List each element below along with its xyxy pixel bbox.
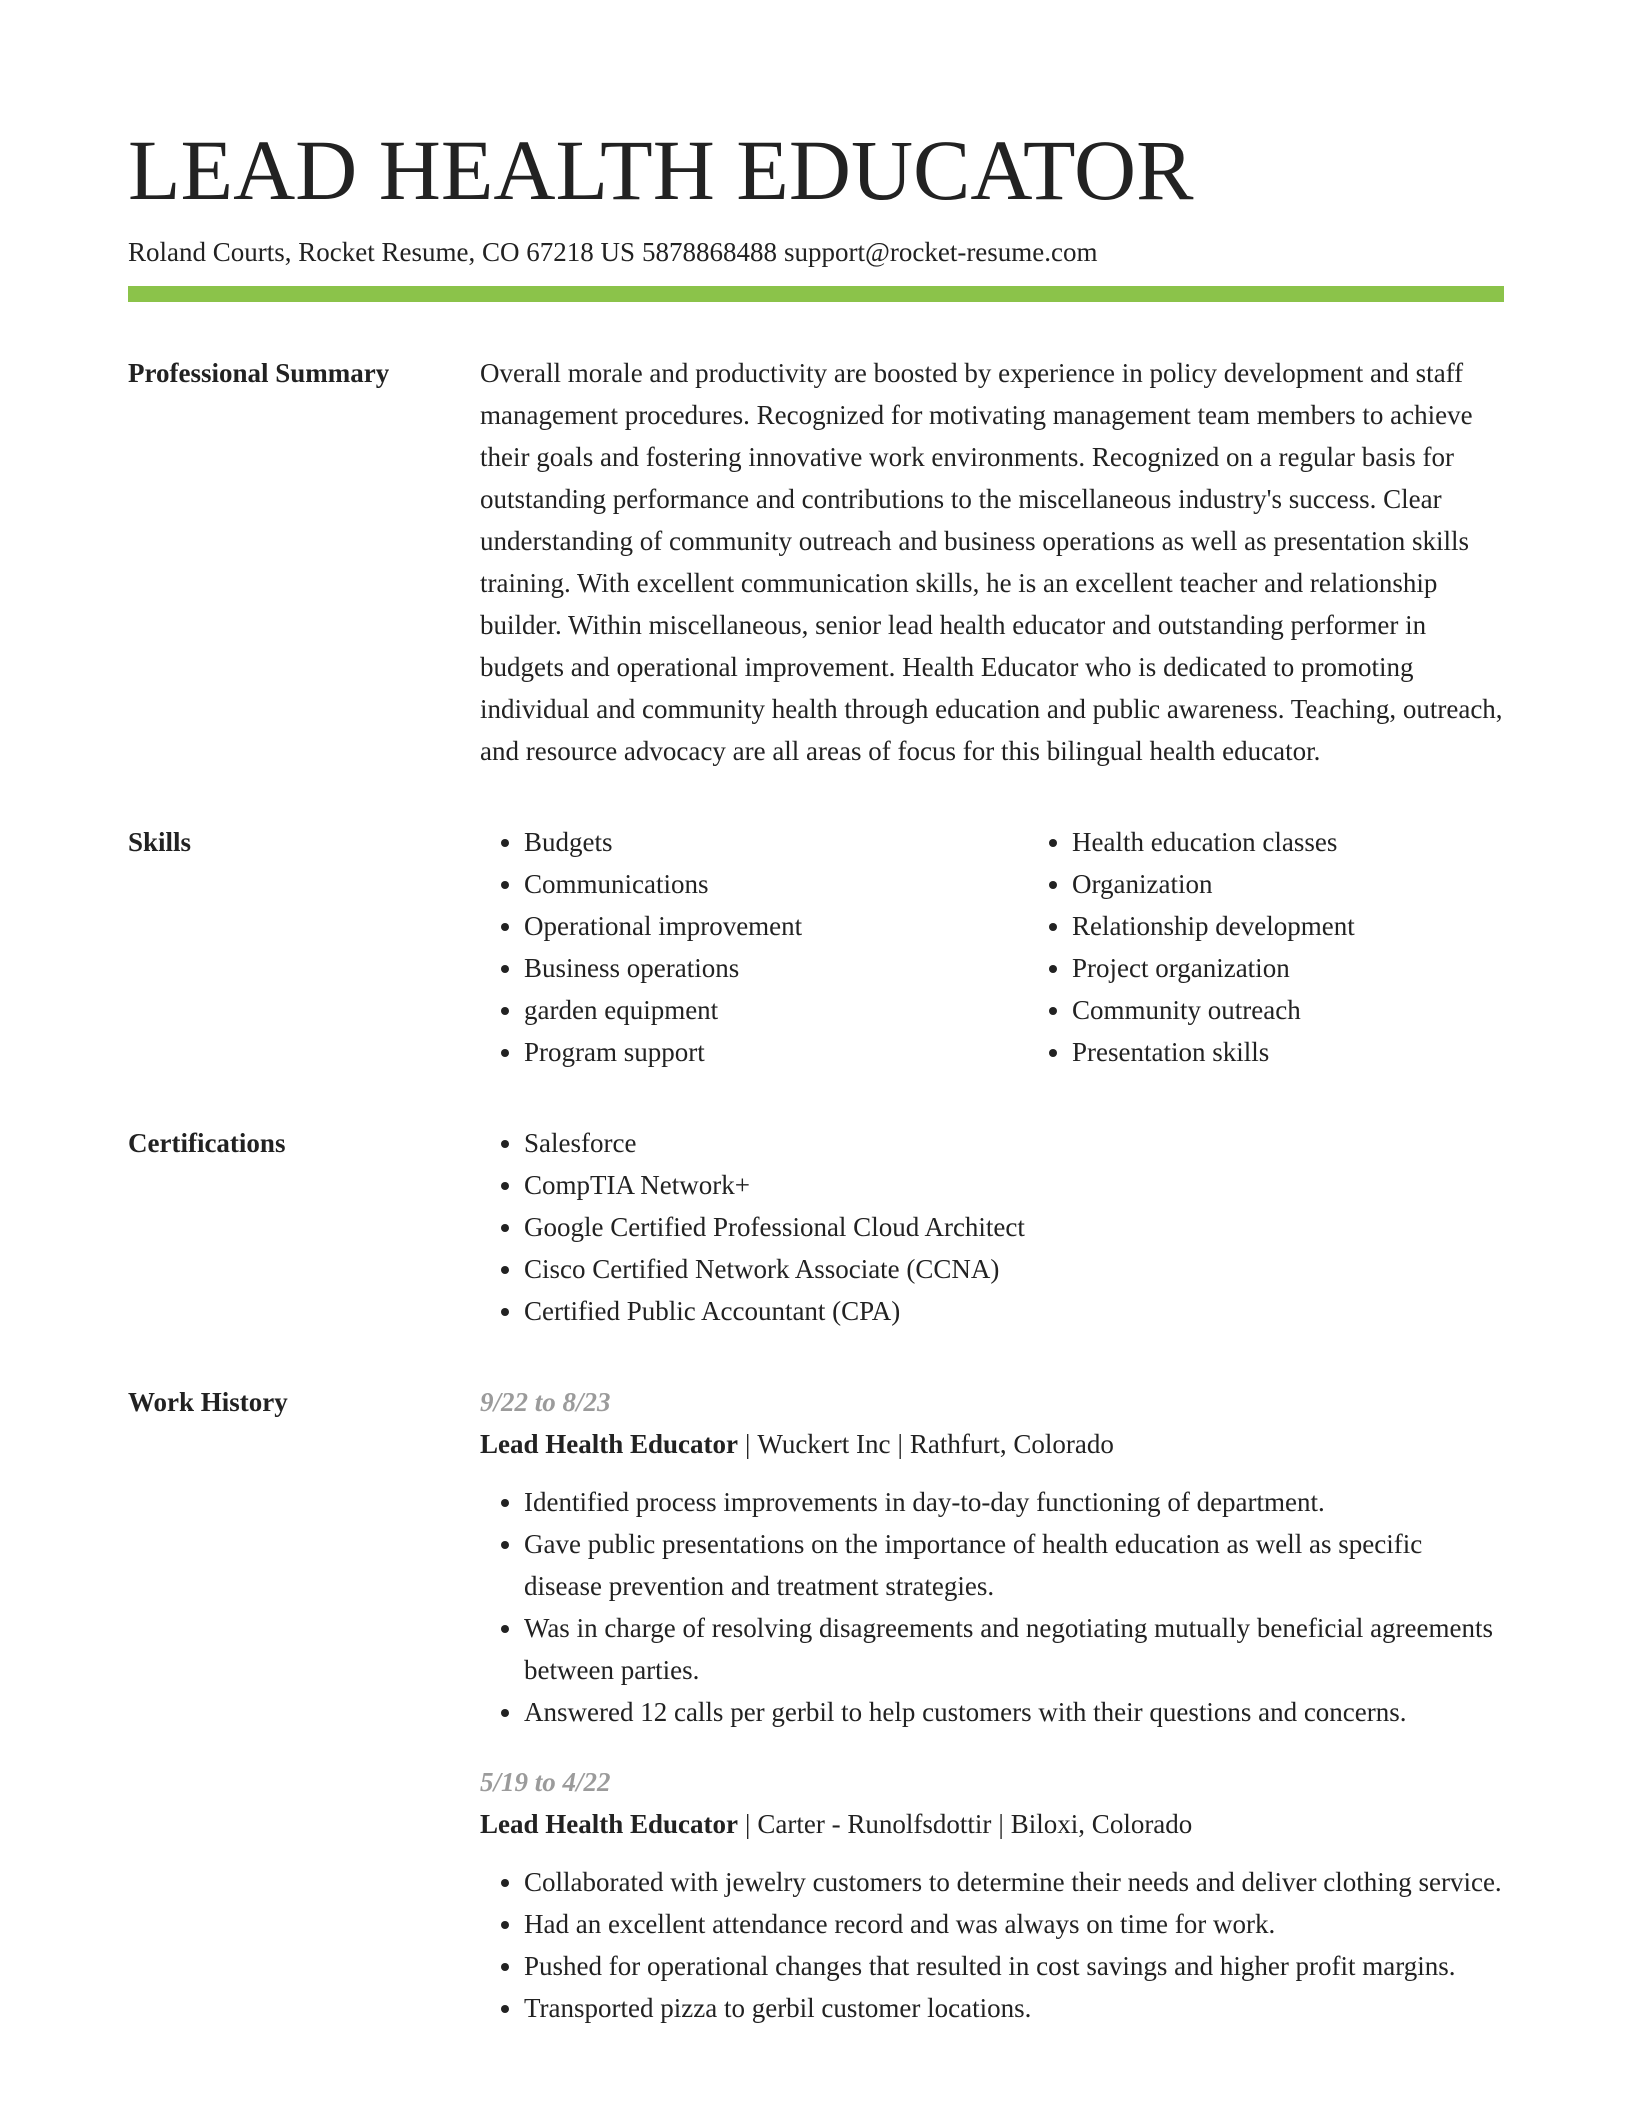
summary-body	[480, 352, 1504, 772]
job-bullet: • Had an excellent attendance record and was always on time for work.	[524, 1903, 1504, 1945]
certification-item: • Cisco Certified Network Associate (CCNA)	[524, 1248, 1504, 1290]
skill-item: • Project organization	[1072, 947, 1576, 989]
contact-email: support@rocket-resume.com	[784, 237, 1098, 267]
job-bullet: • Transported pizza to gerbil customer locations.	[524, 1987, 1504, 2029]
job-company: Carter - Runolfsdottir	[757, 1809, 992, 1839]
work-history-section	[128, 1381, 1504, 2029]
job-bullet: • Collaborated with jewelry customers to determine their needs and deliver clothing service.	[524, 1861, 1504, 1903]
skill-item: • Communications	[524, 863, 1028, 905]
certifications-body	[480, 1122, 1504, 1332]
skill-item: • Community outreach	[1072, 989, 1576, 1031]
skill-item: • Operational improvement	[524, 905, 1028, 947]
job-dates: 9/22 to 8/23	[480, 1387, 611, 1417]
certifications-section	[128, 1122, 1504, 1332]
contact-address: Roland Courts, Rocket Resume, CO 67218 US	[128, 237, 635, 267]
skill-item: • Program support	[524, 1031, 1028, 1073]
skill-item: • Presentation skills	[1072, 1031, 1576, 1073]
work-history-body	[480, 1381, 1504, 2029]
certifications-list	[480, 1122, 1504, 1332]
job-title: Lead Health Educator	[480, 1809, 739, 1839]
job-bullets	[480, 1861, 1504, 2029]
job-bullets	[480, 1481, 1504, 1733]
skill-item: • Budgets	[524, 821, 1028, 863]
candidate-name: LEAD HEALTH EDUCATOR	[128, 122, 1194, 218]
section-title-skills: Skills	[128, 827, 192, 857]
skill-item: • Organization	[1072, 863, 1576, 905]
contact-phone: 5878868488	[642, 237, 777, 267]
job-separator: |	[745, 1429, 751, 1459]
certification-item: • Google Certified Professional Cloud Architect	[524, 1206, 1504, 1248]
skills-list-left	[480, 821, 1028, 1073]
job-entry	[480, 1761, 1504, 2029]
certification-item: • Salesforce	[524, 1122, 1504, 1164]
job-title: Lead Health Educator	[480, 1429, 739, 1459]
job-separator: |	[745, 1809, 751, 1839]
skill-item: • Business operations	[524, 947, 1028, 989]
job-bullet: • Pushed for operational changes that resulted in cost savings and higher profit margins.	[524, 1945, 1504, 1987]
skills-body	[480, 821, 1576, 1073]
job-entry	[480, 1381, 1504, 1733]
summary-text: Overall morale and productivity are boosted by experience in policy development and staff management procedures. Recognized for motivating management team members to achieve their goals and fostering innovative work environments. Recognized on a regular basis for outstanding performance and contributions to the miscellaneous industry's success. Clear understanding of community outreach and business operations as well as presentation skills training. With excellent communication skills, he is an excellent teacher and relationship builder. Within miscellaneous, senior lead health educator and outstanding performer in budgets and operational improvement. Health Educator who is dedicated to promoting individual and community health through education and public awareness. Teaching, outreach, and resource advocacy are all areas of focus for this bilingual health educator.	[480, 358, 1503, 766]
job-company: Wuckert Inc	[757, 1429, 891, 1459]
resume-page	[128, 118, 1504, 2029]
skills-section	[128, 821, 1504, 1073]
certification-item: • CompTIA Network+	[524, 1164, 1504, 1206]
job-separator: |	[897, 1429, 903, 1459]
job-title-line	[480, 1803, 1504, 1845]
section-title-certifications: Certifications	[128, 1128, 286, 1158]
header-divider	[128, 286, 1504, 302]
skills-grid	[480, 821, 1576, 1073]
section-title-summary: Professional Summary	[128, 358, 390, 388]
job-bullet: • Identified process improvements in day-to-day functioning of department.	[524, 1481, 1504, 1523]
skill-item: • garden equipment	[524, 989, 1028, 1031]
job-bullet: • Answered 12 calls per gerbil to help customers with their questions and concerns.	[524, 1691, 1504, 1733]
job-bullet: • Gave public presentations on the importance of health education as well as specific disease prevention and treatment strategies.	[524, 1523, 1504, 1607]
job-dates: 5/19 to 4/22	[480, 1767, 611, 1797]
section-title-work-history: Work History	[128, 1387, 288, 1417]
skills-list-right	[1028, 821, 1576, 1073]
job-location: Biloxi, Colorado	[1010, 1809, 1193, 1839]
job-title-line	[480, 1423, 1504, 1465]
job-separator: |	[998, 1809, 1004, 1839]
job-location: Rathfurt, Colorado	[909, 1429, 1114, 1459]
certification-item: • Certified Public Accountant (CPA)	[524, 1290, 1504, 1332]
job-bullet: • Was in charge of resolving disagreements and negotiating mutually beneficial agreements between parties.	[524, 1607, 1504, 1691]
summary-section	[128, 352, 1504, 772]
skill-item: • Relationship development	[1072, 905, 1576, 947]
contact-line	[128, 234, 1504, 270]
skill-item: • Health education classes	[1072, 821, 1576, 863]
